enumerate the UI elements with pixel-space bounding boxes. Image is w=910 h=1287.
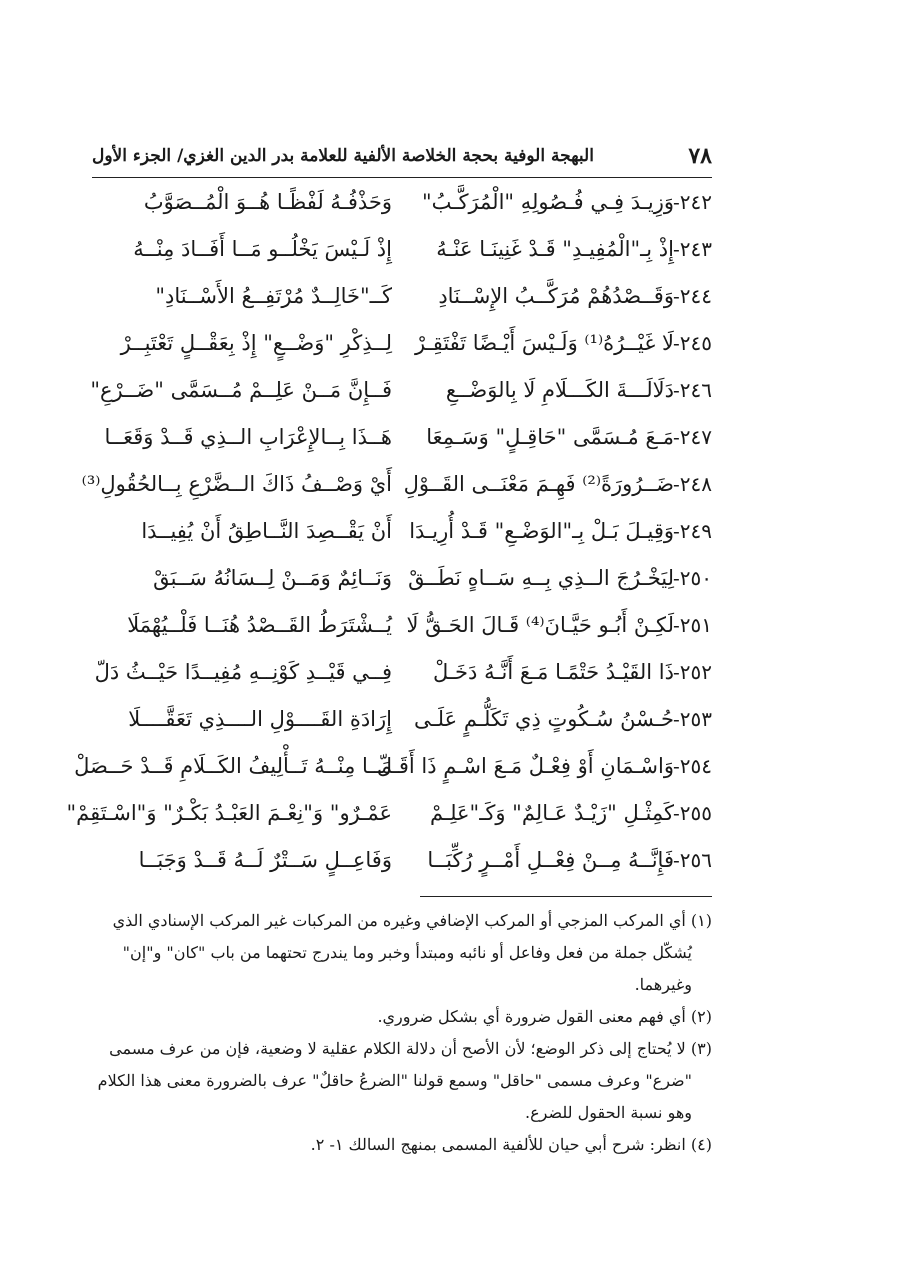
verse-row — [92, 417, 712, 464]
verse-second-hemistich: وَنَــائِمٌ وَمَــنْ لِــسَانُهُ سَــبَقْ — [153, 566, 392, 590]
verse-second-hemistich: يُــشْتَرَطُ القَــصْدُ هُنَــا فَلْــيُهْمَلَا — [127, 613, 392, 637]
verse-row — [92, 840, 712, 887]
page-header — [92, 143, 712, 178]
verse-first-hemistich: وَاسْـمَانِ أَوْ فِعْـلٌ مَـعَ اسْـمٍ ذَا أَقَـلّ — [376, 754, 674, 778]
verse-second-hemistich: مَــا مِنْــهُ تَــأْلِيفُ الكَــلَامِ قَــدْ حَــصَلْ — [74, 754, 392, 778]
verse-first-hemistich: وَقَــصْدُهُمْ مُرَكَّــبُ الإِسْــنَادِ — [438, 284, 674, 308]
verse-number: ٢٥٥- — [673, 801, 712, 825]
footnote-3 — [92, 1033, 712, 1129]
verse-number: ٢٤٦- — [673, 378, 712, 402]
verse-number: ٢٤٩- — [673, 519, 712, 543]
verse-row — [92, 182, 712, 229]
verse-first-hemistich: مَـعَ مُـسَمَّى "حَاقِـلٍ" وَسَـمِعَا — [426, 425, 674, 449]
footnote-line: وغيرهما. — [634, 975, 692, 994]
verse-second-hemistich: فَــإِنَّ مَــنْ عَلِــمْ مُــسَمَّى "ضَــرْعِ" — [90, 378, 392, 402]
footnote-2 — [92, 1001, 712, 1033]
verse-number: ٢٥٣- — [673, 707, 712, 731]
verse-row — [81, 464, 712, 511]
verse-number: ٢٥٦- — [673, 848, 712, 872]
footnote-line: وهو نسبة الحقول للضرع. — [525, 1103, 692, 1122]
footnote-1 — [92, 905, 712, 1001]
verse-number: ٢٥٤- — [673, 754, 712, 778]
verse-second-hemistich: أَيْ وَصْــفُ ذَاكَ الــضَّرْعِ بِــالحُقُولِ⁽³⁾ — [81, 472, 392, 496]
verse-row — [92, 229, 712, 276]
footnote-line: لا يُحتاج إلى ذكر الوضع؛ لأن الأصح أن دلالة الكلام عقلية لا وضعية، فإن من عرف مسمى — [109, 1039, 686, 1058]
footnote-line: أي فهم معنى القول ضرورة أي بشكل ضروري. — [377, 1007, 686, 1026]
verse-number: ٢٥٢- — [673, 660, 712, 684]
verse-number: ٢٥٠- — [673, 566, 712, 590]
verse-number: ٢٤٤- — [673, 284, 712, 308]
footnote-marker: (٢) — [690, 1007, 712, 1026]
verse-first-hemistich: حُـسْنُ سُـكُوتٍ ذِي تَكَلُّـمٍ عَلَـى — [414, 707, 674, 731]
verse-second-hemistich: إِذْ لَـيْسَ يَخْلُــو مَــا أَفَــادَ مِنْــهُ — [133, 237, 392, 261]
verse-row — [92, 370, 712, 417]
verse-second-hemistich: أَنْ يَقْــصِدَ النَّــاطِقُ أَنْ يُفِيــدَا — [141, 519, 392, 543]
verse-second-hemistich: لِــذِكْرِ "وَضْــعٍ" إِذْ بِعَقْــلٍ تَعْتَبِــرْ — [120, 331, 392, 355]
verse-number: ٢٤٧- — [673, 425, 712, 449]
verse-number: ٢٤٥- — [673, 331, 712, 355]
verse-first-hemistich: لَا غَيْــرُهُ⁽¹⁾ وَلَـيْسَ أَيْـضًا تَفْتَقِـرْ — [414, 331, 674, 355]
footnote-marker: (١) — [690, 911, 712, 930]
verse-row — [92, 699, 712, 746]
verse-row — [92, 605, 712, 652]
verse-second-hemistich: هَــذَا بِــالإِعْرَابِ الــذِي قَــدْ وَقَعَــا — [104, 425, 392, 449]
verse-row — [92, 323, 712, 370]
footnote-marker: (٣) — [690, 1039, 712, 1058]
verse-row — [92, 652, 712, 699]
verse-number: ٢٥١- — [673, 613, 712, 637]
verse-number: ٢٤٣- — [673, 237, 712, 261]
verse-first-hemistich: دَلَالَـــةَ الكَـــلَامِ لَا بِالوَضْــعِ — [445, 378, 674, 402]
verse-first-hemistich: فَإِنَّــهُ مِــنْ فِعْــلِ أَمْــرٍ رُكِّبَــا — [427, 848, 674, 872]
footnote-marker: (٤) — [690, 1135, 712, 1154]
verse-number: ٢٤٢- — [673, 190, 712, 214]
footnotes — [92, 905, 712, 1161]
verse-first-hemistich: ذَا القَيْـدُ حَتْمًـا مَـعَ أَنَّـهُ دَخَـلْ — [433, 660, 674, 684]
running-title: البهجة الوفية بحجة الخلاصة الألفية للعلامة بدر الدين الغزي/ الجزء الأول — [92, 146, 594, 166]
verse-first-hemistich: كَمِثْـلِ "زَيْـدٌ عَـالِمٌ" وَكَـ"عَلِـمْ — [429, 801, 674, 825]
footnote-separator — [420, 896, 712, 897]
verse-row — [92, 511, 712, 558]
verse-list — [66, 182, 712, 887]
verse-second-hemistich: كَــ"خَالِــدٌ مُرْتَفِــعُ الأَسْــنَادِ" — [155, 284, 392, 308]
verse-second-hemistich: عَمْـرٌو" وَ"نِعْـمَ العَبْـدُ بَكْـرٌ" وَ"اسْـتَقِمْ" — [66, 801, 392, 825]
footnote-line: "ضرع" وعرف مسمى "حاقل" وسمع قولنا "الضرعُ حاقلٌ" عرف بالضرورة معنى هذا الكلام — [97, 1071, 692, 1090]
verse-second-hemistich: فِــي قَيْــدِ كَوْنِــهِ مُفِيــدًا حَيْــثُ دَلّ — [94, 660, 392, 684]
verse-first-hemistich: لِيَخْـرُجَ الــذِي بِــهِ سَــاهٍ نَطَــقْ — [408, 566, 674, 590]
page-number: ٧٨ — [688, 143, 712, 169]
verse-row — [74, 746, 712, 793]
verse-second-hemistich: وَحَذْفُـهُ لَفْظًـا هُــوَ الْمُــصَوَّبُ — [143, 190, 392, 214]
verse-first-hemistich: وَزِيـدَ فِـي فُـصُولِهِ "الْمُرَكَّـبُ" — [422, 190, 674, 214]
verse-row — [66, 793, 712, 840]
footnote-4 — [92, 1129, 712, 1161]
verse-second-hemistich: إِرَادَةِ القَــــوْلِ الــــذِي تَعَقَّــــلَا — [128, 707, 392, 731]
footnote-line: يُشكّل جملة من فعل وفاعل أو نائبه ومبتدأ وخبر وما يندرج تحتهما من باب "كان" و"إن" — [122, 943, 692, 962]
verse-number: ٢٤٨- — [673, 472, 712, 496]
verse-row — [92, 558, 712, 605]
verse-first-hemistich: وَقِيـلَ بَـلْ بِـ"الوَضْـعِ" قَـدْ أُرِيـدَا — [409, 519, 674, 543]
footnote-line: انظر: شرح أبي حيان للألفية المسمى بمنهج السالك ١- ٢. — [310, 1135, 686, 1154]
verse-second-hemistich: وَفَاعِــلٍ سَــتْرٌ لَــهُ قَــدْ وَجَبَــا — [138, 848, 392, 872]
verse-first-hemistich: ضَــرُورَةً⁽²⁾ فَهِـمَ مَعْنَــى القَــوْلِ — [403, 472, 674, 496]
verse-first-hemistich: لَكِـنْ أَبُـو حَيَّـانَ⁽⁴⁾ قَـالَ الحَـقُّ لَا — [406, 613, 674, 637]
verse-first-hemistich: إِذْ بِـ"الْمُفِيـدِ" قَـدْ غَنِينَـا عَنْـهُ — [436, 237, 674, 261]
verse-row — [92, 276, 712, 323]
footnote-line: أي المركب المزجي أو المركب الإضافي وغيره من المركبات غير المركب الإسنادي الذي — [112, 911, 686, 930]
